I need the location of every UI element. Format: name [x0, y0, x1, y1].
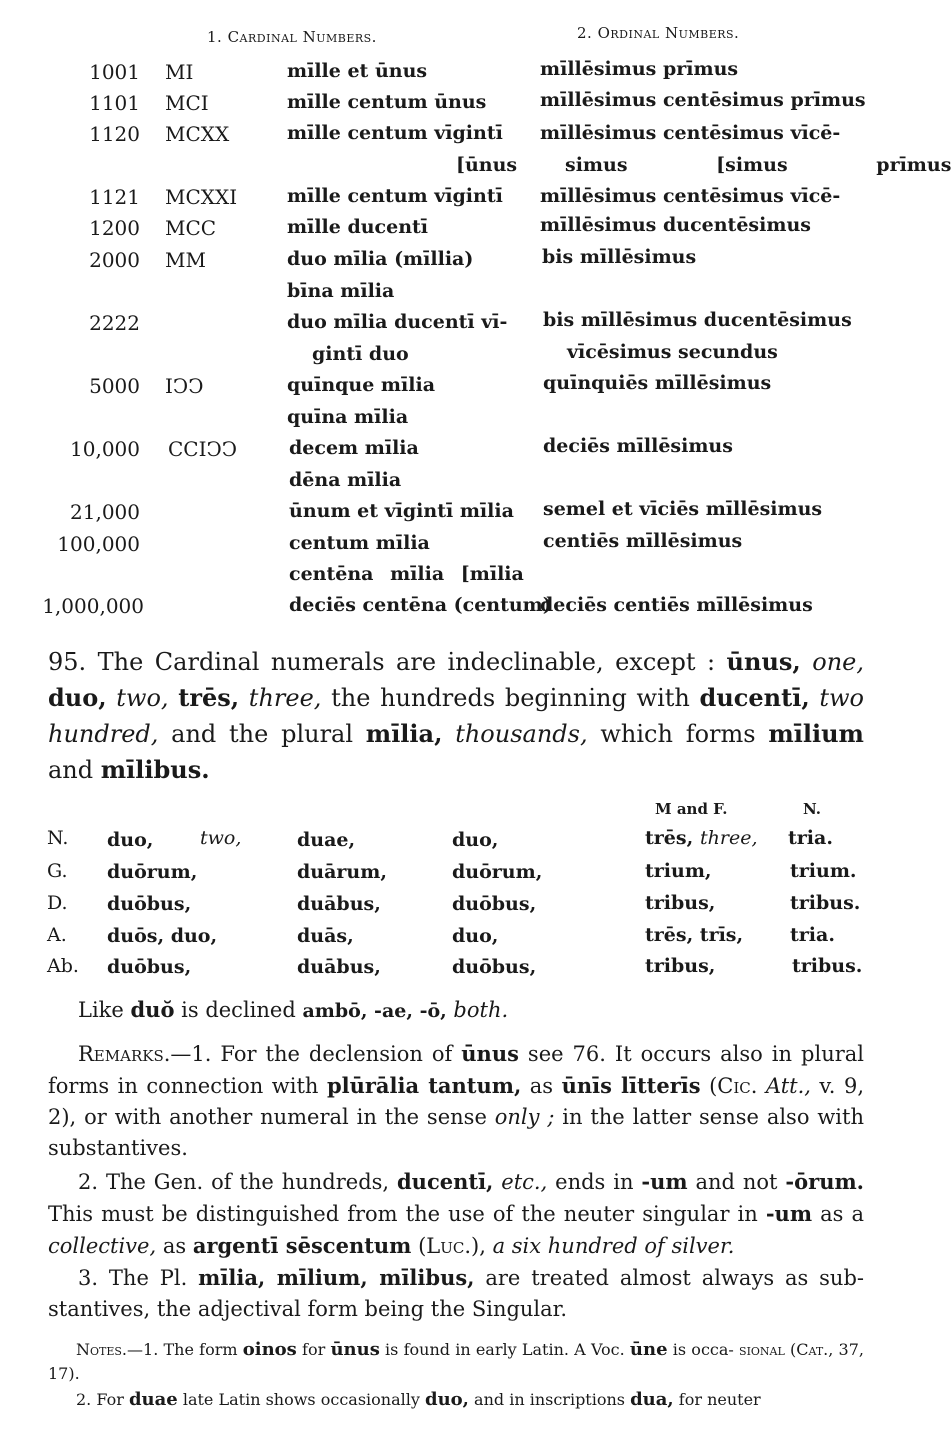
form: duo,	[452, 925, 499, 947]
ordinal-word: deciēs centiēs mīllēsimus	[540, 594, 813, 616]
arabic-numeral: 1001	[89, 60, 140, 84]
remark-3	[48, 1262, 864, 1325]
ordinal-word: mīllēsimus centēsimus vīcē-	[540, 122, 841, 144]
cardinal-word: gintī duo	[312, 343, 409, 365]
roman-numeral: CCIↃↃ	[168, 437, 238, 461]
text: which	[600, 720, 673, 748]
latin-term: ūnus	[461, 1041, 519, 1066]
cardinal-word: mīlle ducentī	[287, 216, 429, 238]
latin-term: ducentī,	[699, 683, 810, 712]
text: as	[156, 1234, 193, 1258]
cardinal-word: decem mīlia	[289, 437, 419, 459]
latin-term: ūnus,	[726, 647, 801, 676]
form: duae,	[297, 829, 356, 851]
remark-1	[48, 1038, 864, 1164]
cardinal-word: ūnum et vīgintī mīlia	[289, 500, 514, 522]
roman-numeral: MI	[165, 60, 194, 84]
latin-term: -um	[641, 1169, 688, 1194]
text: for neuter	[673, 1390, 761, 1409]
text: see 76. It occurs also in	[518, 1042, 793, 1066]
form: duo,	[452, 829, 499, 851]
ordinal-word: mīllēsimus ducentēsimus	[540, 214, 811, 236]
arabic-numeral: 5000	[89, 374, 140, 398]
arabic-numeral: 1200	[89, 216, 140, 240]
latin-term: ūne	[629, 1339, 668, 1360]
form: duārum,	[297, 861, 387, 883]
form: duōs, duo,	[107, 925, 218, 947]
form: tria.	[788, 827, 833, 849]
ordinal-word: quīnquiēs mīllēsimus	[543, 372, 772, 394]
cardinal-word: deciēs centēna (centum)	[289, 594, 552, 616]
text: Like	[78, 998, 131, 1022]
case-label: Ab.	[47, 955, 79, 977]
ordinal-word: mīllēsimus centēsimus vīcē-	[540, 185, 841, 207]
note-1	[48, 1338, 864, 1386]
text: as	[521, 1074, 562, 1098]
latin-term: oinos	[242, 1339, 297, 1360]
form: trēs, trīs,	[645, 924, 744, 946]
gloss: etc.,	[493, 1170, 548, 1194]
gloss: two hundred,	[48, 684, 864, 748]
form: duōbus,	[452, 956, 537, 978]
latin-term: mīlia,	[365, 719, 443, 748]
text: and the plural	[171, 720, 354, 748]
cardinal-header: 1. Cardinal Numbers.	[207, 28, 377, 46]
header-neuter: N.	[803, 800, 821, 818]
remark-2	[48, 1166, 864, 1262]
form: duābus,	[297, 893, 381, 915]
text: for	[296, 1340, 331, 1359]
form: tribus.	[792, 955, 863, 977]
gloss: three,	[248, 684, 322, 712]
cardinal-word: duo mīlia ducentī vī-	[287, 311, 508, 333]
latin-term: mīlia, mīlium, mīlibus,	[198, 1265, 475, 1290]
gloss: thousands,	[455, 720, 588, 748]
arabic-numeral: 2000	[89, 248, 140, 272]
arabic-numeral: 1101	[89, 91, 140, 115]
cardinal-word: mīlle et ūnus	[287, 60, 428, 82]
text: the hundreds beginning with	[331, 684, 690, 712]
citation: (Cic.	[700, 1074, 758, 1098]
gloss: three,	[700, 827, 758, 849]
latin-term: ducentī,	[397, 1169, 494, 1194]
latin-term: mīlium	[768, 719, 864, 748]
citation-work: Att.,	[765, 1074, 811, 1098]
form: duābus,	[297, 956, 381, 978]
text: as a	[820, 1202, 864, 1226]
arabic-numeral: 10,000	[70, 437, 140, 461]
text: —1. The form	[127, 1340, 243, 1359]
case-label: D.	[47, 892, 68, 914]
case-label: A.	[47, 924, 67, 946]
case-label: G.	[47, 860, 68, 882]
form: duās,	[297, 925, 354, 947]
citation: sional (Cat., 37, 17).	[48, 1340, 865, 1383]
cardinal-word: mīlle centum vīgintī	[287, 185, 503, 207]
latin-term: argentī sēscentum	[192, 1233, 412, 1258]
text: and not	[687, 1170, 786, 1194]
ordinal-word: centiēs mīllēsimus	[543, 530, 743, 552]
ordinal-word: mīllēsimus centēsimus prīmus	[540, 89, 866, 111]
text: forms	[685, 720, 756, 748]
form: tribus,	[645, 955, 716, 977]
remarks-label: Remarks.	[78, 1042, 171, 1066]
gloss: two,	[200, 827, 242, 849]
latin-term: duo,	[424, 1389, 469, 1410]
note-2	[48, 1388, 864, 1412]
latin-term: ūnīs lītterīs	[561, 1073, 701, 1098]
gloss: collective,	[48, 1234, 157, 1258]
gloss: a six hundred of silver.	[492, 1234, 735, 1258]
form: trēs,	[645, 827, 694, 849]
roman-numeral: IↃↃ	[165, 374, 204, 398]
notes-label: Notes.	[76, 1340, 128, 1359]
form: trium,	[645, 860, 712, 882]
text: v. 9, 2), or with another numeral in the sense	[48, 1074, 864, 1129]
form: tribus,	[645, 892, 716, 914]
section-number: 95.	[48, 648, 87, 676]
ordinal-header: 2. Ordinal Numbers.	[577, 24, 740, 42]
ordinal-word: bis mīllēsimus ducentēsimus	[543, 309, 852, 331]
latin-term: duae	[128, 1389, 178, 1410]
text: This must be distinguished from the use of the neuter singular in	[48, 1202, 766, 1226]
text: 2. For	[76, 1390, 129, 1409]
ordinal-word: deciēs mīllēsimus	[543, 435, 733, 457]
cardinal-word: quīna mīlia	[287, 406, 409, 428]
cardinal-word: quīnque mīlia	[287, 374, 436, 396]
form: duōbus,	[107, 893, 192, 915]
cardinal-word: centum mīlia	[289, 532, 430, 554]
citation: (Luc.),	[411, 1234, 493, 1258]
ordinal-word: mīllēsimus prīmus	[540, 58, 739, 80]
latin-term: dua,	[630, 1389, 674, 1410]
latin-term: -um	[765, 1201, 813, 1226]
like-duo-line	[78, 997, 508, 1022]
ordinal-word: bis mīllēsimus	[542, 246, 697, 268]
gloss: two,	[116, 684, 169, 712]
arabic-numeral: 1120	[89, 122, 140, 146]
latin-term: duŏ	[130, 997, 175, 1022]
text: in the latter	[554, 1105, 692, 1129]
text: 3. The Pl.	[78, 1266, 199, 1290]
text: plural forms in connection with	[48, 1042, 864, 1098]
roman-numeral: MCXX	[165, 122, 230, 146]
text: stantives, the adjectival form being the Singular.	[48, 1297, 568, 1321]
latin-term: trēs,	[178, 683, 240, 712]
text: and in inscriptions	[468, 1390, 631, 1409]
text: The Cardinal numerals are indeclinable, except :	[86, 648, 727, 676]
text: is occa-	[667, 1340, 734, 1359]
roman-numeral: MCI	[165, 91, 209, 115]
form: tribus.	[790, 892, 861, 914]
form: tria.	[790, 924, 835, 946]
form: duo,	[107, 829, 154, 851]
arabic-numeral: 2222	[89, 311, 140, 335]
ordinal-word: vīcēsimus secundus	[567, 341, 778, 363]
text: and	[48, 756, 94, 784]
form: trium.	[790, 860, 857, 882]
form: duōbus,	[452, 893, 537, 915]
arabic-numeral: 1,000,000	[42, 594, 144, 618]
cardinal-word: [ūnus	[456, 154, 518, 176]
text: sense also with substantives.	[48, 1105, 864, 1160]
text: late Latin shows occasionally	[177, 1390, 425, 1409]
latin-term: duo,	[48, 683, 107, 712]
arabic-numeral: 21,000	[70, 500, 140, 524]
ordinal-word: semel et vīciēs mīllēsimus	[543, 498, 823, 520]
roman-numeral: MM	[165, 248, 206, 272]
latin-term: plūrālia tantum,	[326, 1073, 522, 1098]
gloss: both.	[446, 998, 509, 1022]
form: duōrum,	[107, 861, 198, 883]
cardinal-word: dēna mīlia	[289, 469, 402, 491]
latin-term: ambō, -ae, -ō,	[302, 1000, 447, 1022]
cardinal-word: mīlle centum vīgintī	[287, 122, 503, 144]
cardinal-word: duo mīlia (mīllia)	[287, 248, 474, 270]
header-masc-fem: M and F.	[655, 800, 728, 818]
text: —1. For the declension of	[170, 1042, 462, 1066]
form: duōrum,	[452, 861, 543, 883]
roman-numeral: MCXXI	[165, 185, 238, 209]
gloss: one,	[812, 648, 864, 676]
latin-term: -ōrum.	[785, 1169, 864, 1194]
paragraph-95	[48, 644, 864, 788]
cardinal-word: bīna mīlia	[287, 280, 395, 302]
text: is declined	[174, 998, 303, 1022]
arabic-numeral: 1121	[89, 185, 140, 209]
arabic-numeral: 100,000	[57, 532, 140, 556]
cardinal-word: mīlle centum ūnus	[287, 91, 487, 113]
gloss: only ;	[494, 1105, 555, 1129]
form: duōbus,	[107, 956, 192, 978]
ordinal-word: simus [simus prīmus	[565, 154, 951, 176]
cardinal-word: centēna mīlia [mīlia	[289, 563, 524, 585]
latin-term: ūnus	[330, 1339, 380, 1360]
text: ends in	[547, 1170, 642, 1194]
case-label: N.	[47, 827, 69, 849]
roman-numeral: MCC	[165, 216, 217, 240]
latin-term: mīlibus.	[100, 755, 210, 784]
text: 2. The Gen. of the hundreds,	[78, 1170, 397, 1194]
text: are treated almost always as sub-	[474, 1266, 864, 1290]
text: is found in early Latin. A Voc.	[379, 1340, 630, 1359]
